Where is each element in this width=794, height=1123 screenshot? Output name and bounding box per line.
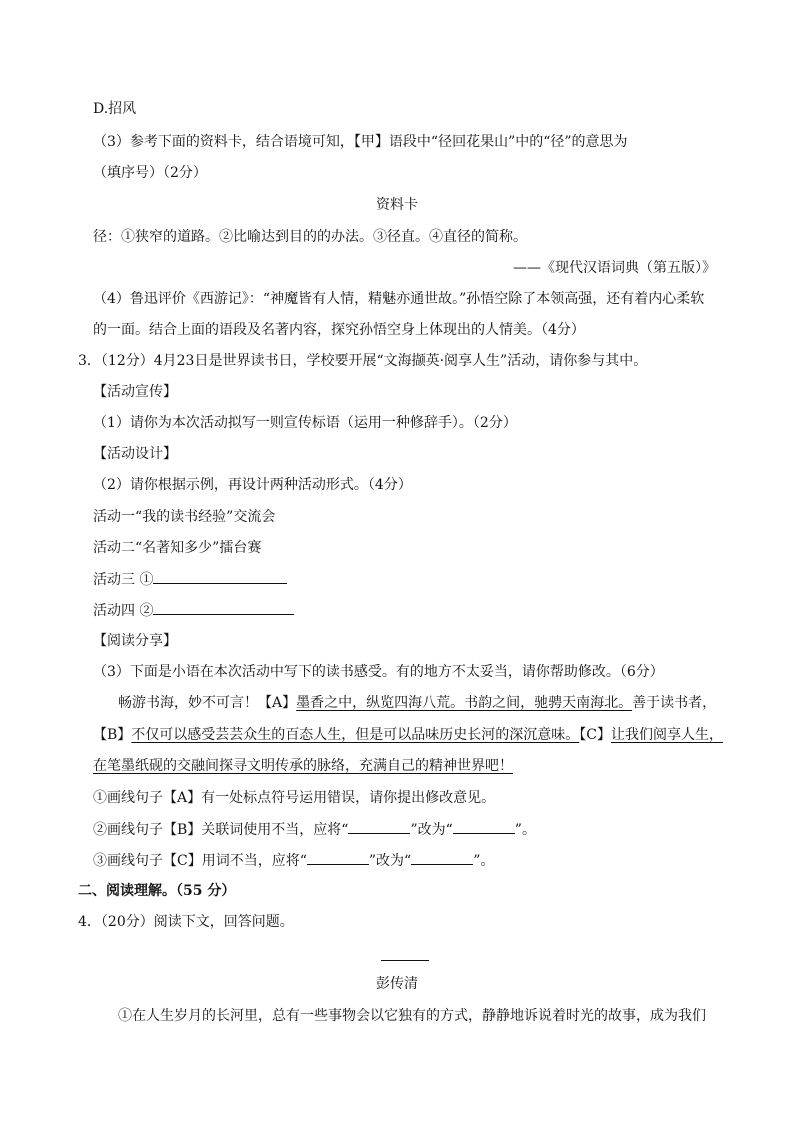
card-source: ——《现代汉语词典（第五版）》 — [513, 260, 716, 276]
part-2-heading: 二、阅读理解。（55 分） — [78, 883, 236, 899]
activity-1: 活动一“我的读书经验”交流会 — [93, 509, 276, 525]
activity-2: 活动二“名著知多少”擂台赛 — [93, 540, 262, 556]
item-2 — [93, 819, 536, 840]
passage-line-3: 在笔墨纸砚的交融间探寻文明传承的脉络，充满自己的精神世界吧！ — [93, 758, 513, 774]
sentence-a: 墨香之中，纵览四海八荒。书韵之间，驰骋天南海北。 — [296, 695, 633, 711]
item-2-text: ”。 — [514, 822, 536, 838]
sub-question-1: （1）请你为本次活动拟写一则宣传标语（运用一种修辞手）。（2分） — [93, 415, 517, 431]
activity-4-label: 活动四 ② — [93, 603, 154, 619]
answer-blank[interactable] — [411, 850, 473, 865]
passage-line-1 — [118, 693, 716, 713]
card-title: 资料卡 — [376, 197, 418, 213]
item-3 — [93, 850, 494, 871]
section-design: 【活动设计】 — [93, 446, 177, 462]
answer-blank[interactable] — [307, 850, 369, 865]
section-promotion: 【活动宣传】 — [93, 384, 177, 400]
answer-blank[interactable] — [348, 819, 410, 834]
sentence-b: 不仅可以感受芸芸众生的百态人生，但是可以品味历史长河的深沉意味。 — [131, 727, 580, 743]
item-3-text: ③画线句子【C】用词不当，应将“ — [93, 853, 307, 869]
item-2-text: ②画线句子【B】关联词使用不当，应将“ — [93, 822, 349, 838]
paragraph-1: ①在人生岁月的长河里，总有一些事物会以它独有的方式，静静地诉说着时光的故事，成为我们 — [118, 1008, 706, 1024]
author: 彭传清 — [376, 976, 418, 992]
item-1: ①画线句子【A】有一处标点符号运用错误，请你提出修改意见。 — [93, 790, 496, 806]
marker-c: 【C】 — [579, 727, 612, 743]
card-body: 径：①狭窄的道路。②比喻达到目的的办法。③径直。④直径的简称。 — [93, 229, 527, 245]
activity-3-label: 活动三 ① — [93, 572, 154, 588]
answer-blank[interactable] — [153, 569, 287, 584]
passage-text: 畅游书海，妙不可言！【A】 — [118, 695, 297, 711]
section-reading-share: 【阅读分享】 — [93, 633, 177, 649]
question-3-3: （3）参考下面的资料卡，结合语境可知，【甲】语段中“径回花果山”中的“径”的意思为 — [93, 134, 628, 150]
title-blank-line — [381, 960, 429, 961]
question-4-header: 4．（20分）阅读下文，回答问题。 — [78, 914, 294, 930]
question-4: （4）鲁迅评价《西游记》：“神魔皆有人情，精魅亦通世故。”孙悟空除了本领高强，还有着内心柔软 — [93, 291, 705, 307]
sub-question-3: （3）下面是小语在本次活动中写下的读书感受。有的地方不太妥当，请你帮助修改。（6分） — [93, 664, 664, 680]
item-3-text: ”。 — [473, 853, 495, 869]
option-d: D.招风 — [93, 101, 137, 117]
passage-text: 善于读书者， — [632, 695, 717, 711]
activity-4 — [93, 600, 294, 621]
answer-blank[interactable] — [453, 819, 515, 834]
activity-3 — [93, 569, 287, 590]
answer-blank[interactable] — [153, 600, 294, 615]
item-3-text: ”改为“ — [368, 853, 412, 869]
question-3-header: 3．（12分）4月23日是世界读书日，学校要开展“文海撷英·阅享人生”活动，请你参与其中。 — [78, 353, 648, 369]
passage-line-2 — [93, 725, 723, 745]
sentence-c: 让我们阅享人生， — [611, 727, 724, 743]
sub-question-2: （2）请你根据示例，再设计两种活动形式。（4分） — [93, 477, 412, 493]
question-4-cont: 的一面。结合上面的语段及名著内容，探究孙悟空身上体现出的人情美。（4分） — [93, 322, 585, 338]
question-3-3-cont: （填序号）（2分） — [93, 165, 207, 181]
marker-b: 【B】 — [93, 727, 132, 743]
item-2-text: ”改为“ — [410, 822, 453, 838]
